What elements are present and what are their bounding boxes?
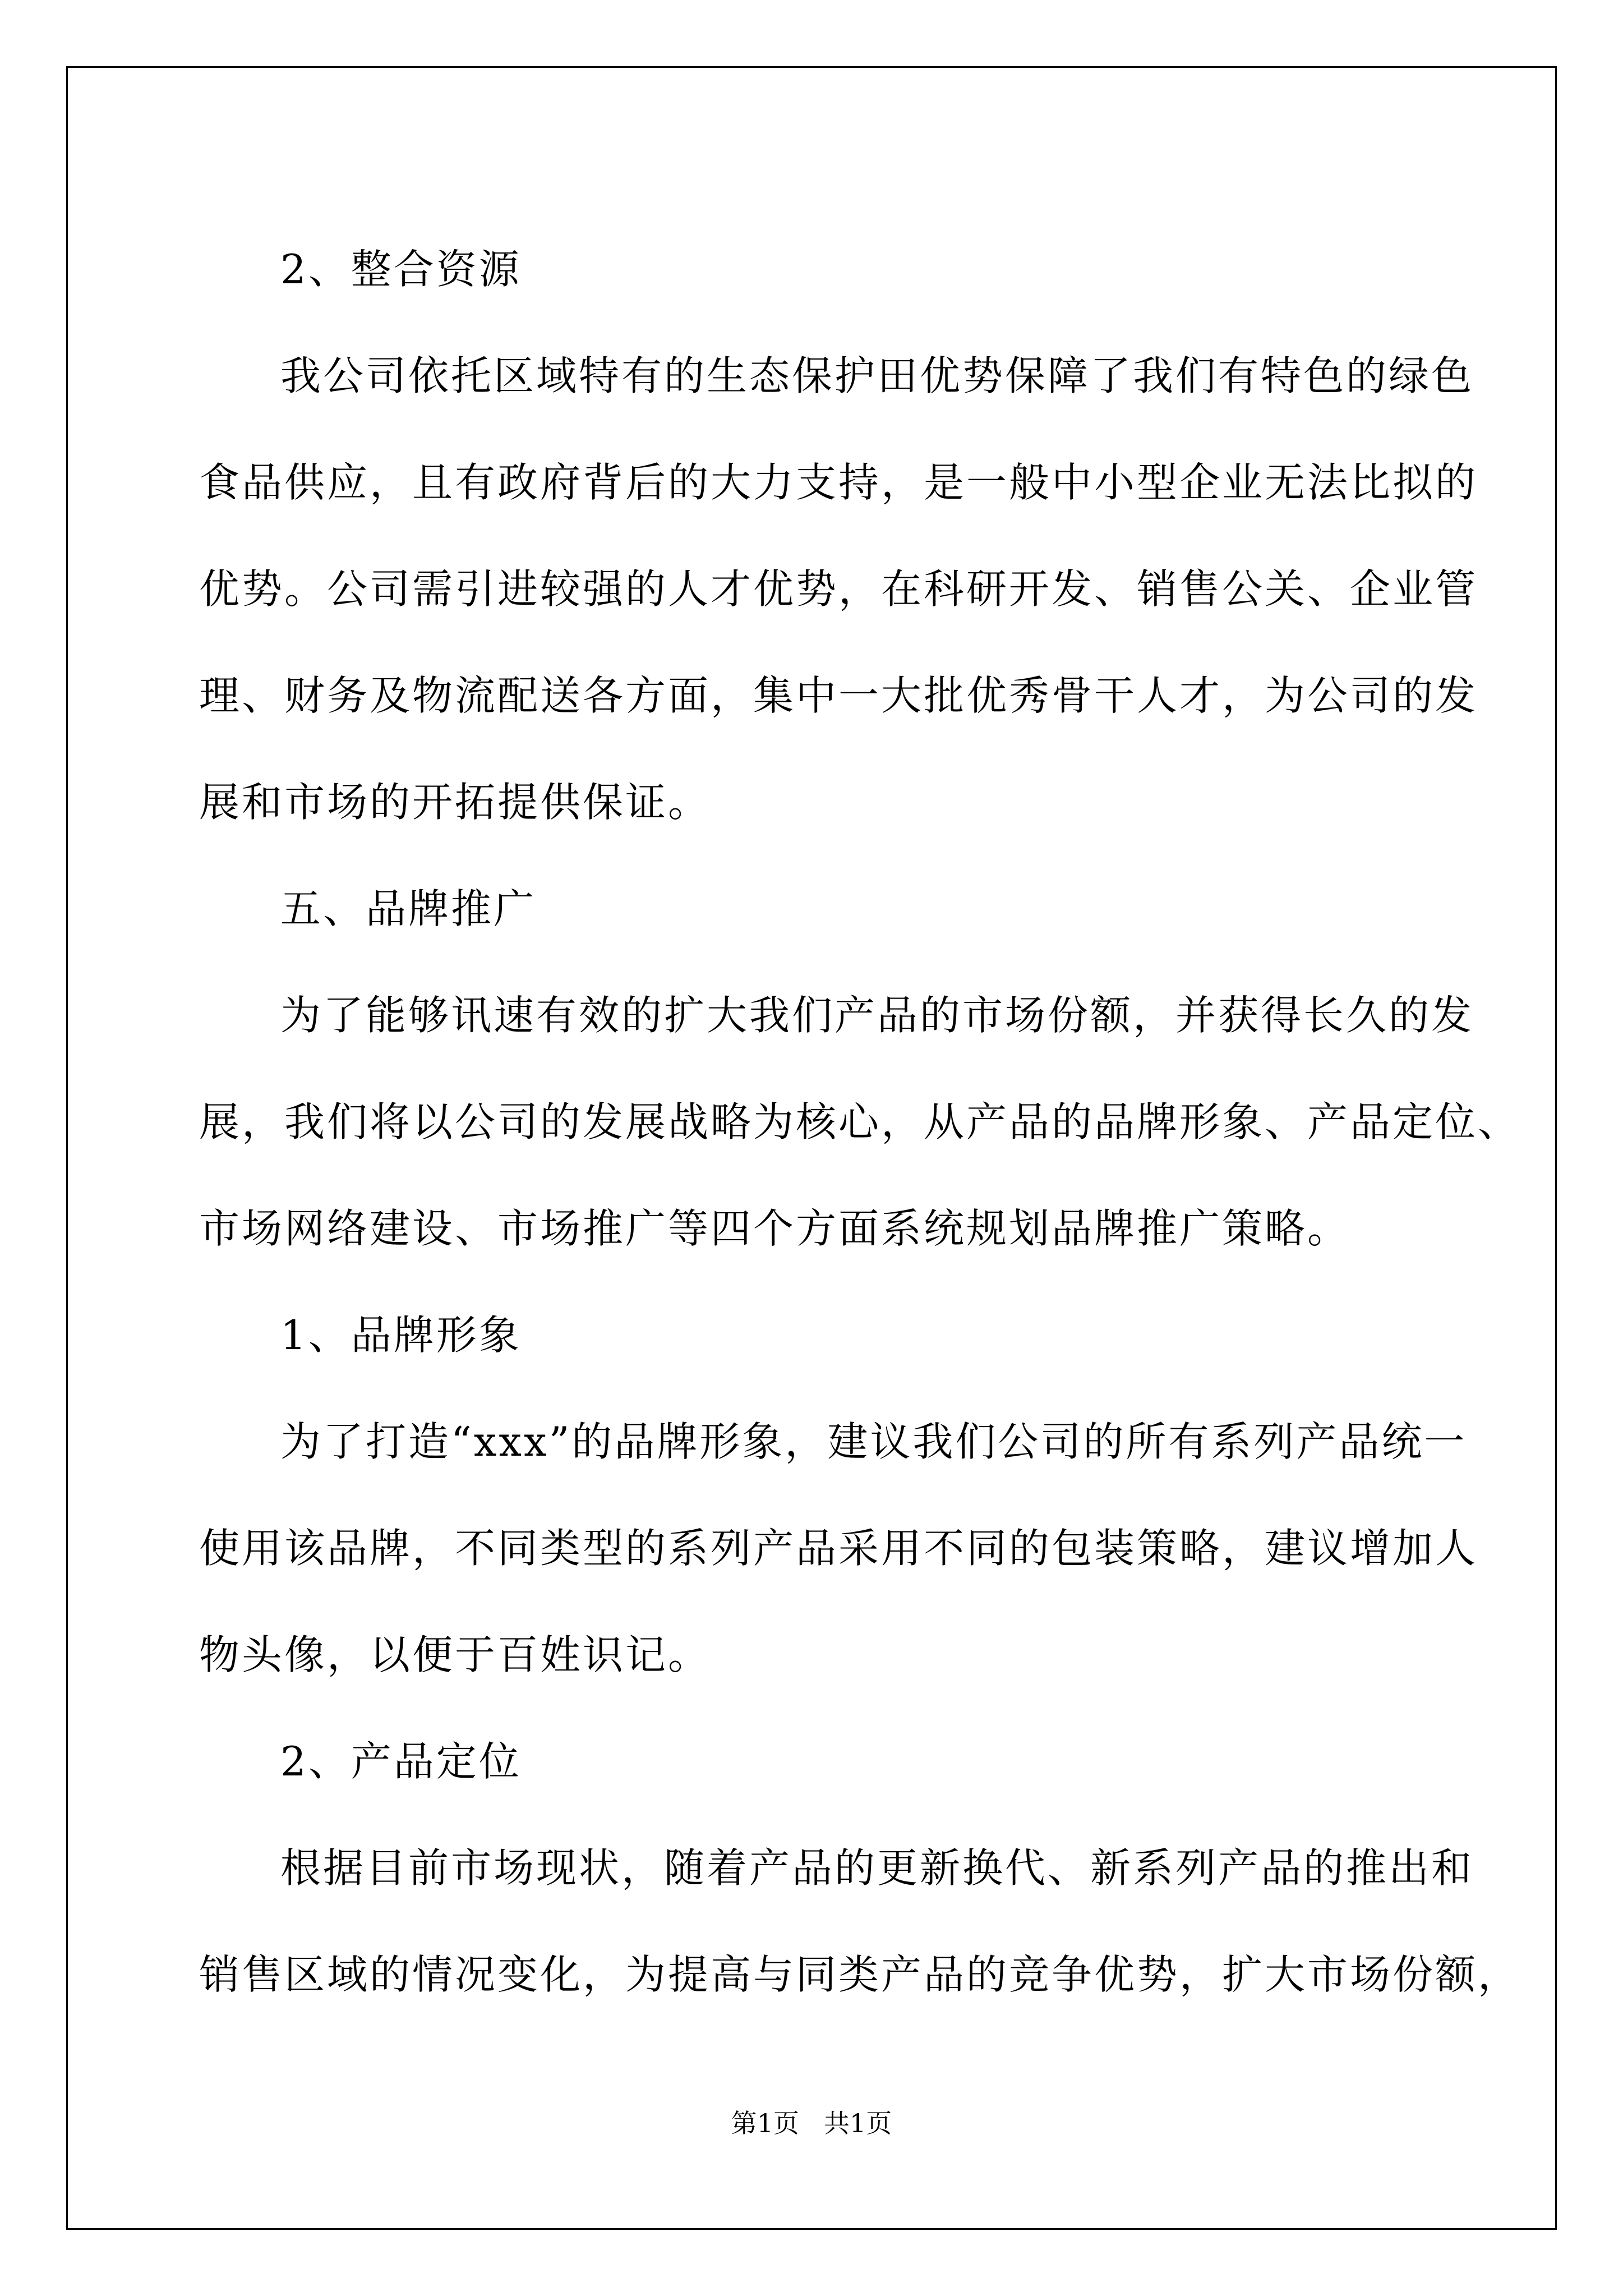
section-heading xyxy=(199,216,1427,323)
body-paragraph xyxy=(199,962,1521,1282)
document-body xyxy=(199,216,1521,2028)
text-line: 优势。公司需引进较强的人才优势，在科研开发、销售公关、企业管 xyxy=(199,565,1478,613)
text-line: 2、产品定位 xyxy=(280,1738,522,1785)
text-line: 为了打造“xxx”的品牌形象，建议我们公司的所有系列产品统一 xyxy=(280,1418,1467,1465)
text-line: 五、品牌推广 xyxy=(280,885,537,932)
text-line: 展和市场的开拓提供保证。 xyxy=(199,779,711,826)
text-line: 市场网络建设、市场推广等四个方面系统规划品牌推广策略。 xyxy=(199,1205,1350,1252)
section-heading xyxy=(199,855,1427,962)
text-line: 理、财务及物流配送各方面，集中一大批优秀骨干人才，为公司的发 xyxy=(199,672,1478,719)
text-line: 根据目前市场现状，随着产品的更新换代、新系列产品的推出和 xyxy=(280,1844,1474,1892)
text-line: 展，我们将以公司的发展战略为核心，从产品的品牌形象、产品定位、 xyxy=(199,1098,1521,1145)
section-heading xyxy=(199,1708,1427,1815)
body-paragraph xyxy=(199,1388,1478,1708)
page-total: 共1页 xyxy=(823,2108,892,2138)
text-line: 食品供应，且有政府背后的大力支持，是一般中小型企业无法比拟的 xyxy=(199,459,1478,506)
text-line: 1、品牌形象 xyxy=(280,1312,522,1359)
body-paragraph xyxy=(199,323,1478,855)
page-number: 第1页 xyxy=(731,2108,800,2138)
text-line: 我公司依托区域特有的生态保护田优势保障了我们有特色的绿色 xyxy=(280,352,1474,399)
text-line: 2、整合资源 xyxy=(280,246,522,293)
body-paragraph xyxy=(199,1815,1521,2028)
text-line: 为了能够讯速有效的扩大我们产品的市场份额，并获得长久的发 xyxy=(280,992,1474,1039)
page-footer xyxy=(0,2106,1623,2140)
text-line: 物头像，以便于百姓识记。 xyxy=(199,1631,711,1678)
section-heading xyxy=(199,1282,1427,1388)
text-line: 使用该品牌，不同类型的系列产品采用不同的包装策略，建议增加人 xyxy=(199,1525,1478,1572)
text-line: 销售区域的情况变化，为提高与同类产品的竞争优势，扩大市场份额， xyxy=(199,1951,1521,1998)
